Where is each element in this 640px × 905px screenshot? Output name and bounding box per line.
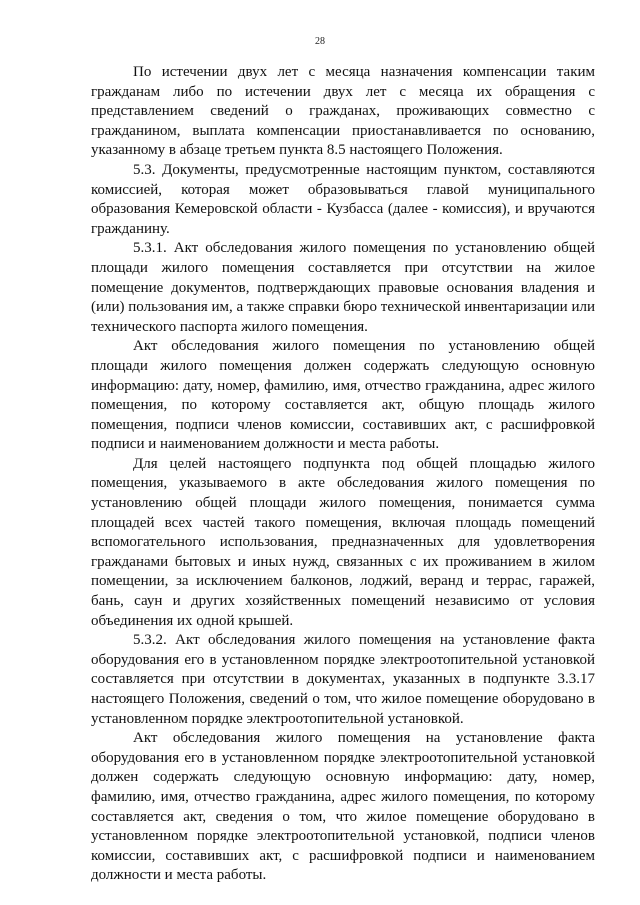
- paragraph-5-3-2-heating-act: 5.3.2. Акт обследования жилого помещения на установление факта оборудования его в установленном порядке электроотопительной установкой составляется при отсутствии в документах, указанных в подпункте 3.3.17 настоящего Положения, сведений о том, что жилое помещение оборудовано в установленном порядке электроотопительной установкой.: [91, 632, 595, 727]
- paragraph-total-area-definition: Для целей настоящего подпункта под общей площадью жилого помещения, указываемого в акте обследования жилого помещения по установлению общей площади жилого помещения, понимается сумма площадей всех частей такого помещения, включая площадь помещений вспомогательного использования, предназначенных для удовлетворения гражданами бытовых и иных нужд, связанных с их проживанием в жилом помещении, за исключением балконов, лоджий, веранд и террас, гаражей, бань, саун и других хозяйственных помещений независимо от условия объединения их одной крышей.: [91, 455, 595, 629]
- document-body: [91, 63, 595, 886]
- paragraph-5-3-1-area-act: 5.3.1. Акт обследования жилого помещения по установлению общей площади жилого помещения составляется при отсутствии на жилое помещение документов, подтверждающих правовые основания владения и (или) пользования им, а также справки бюро технической инвентаризации или технического паспорта жилого помещения.: [91, 240, 596, 335]
- page-number: 28: [315, 36, 325, 47]
- paragraph-heating-act-contents: Акт обследования жилого помещения на установление факта оборудования его в установленном порядке электроотопительной установкой должен содержать следующую основную информацию: дату, номер, фамилию, имя, отчество гражданина, адрес жилого помещения, по которому составляется акт, сведения о том, что жилое помещение оборудовано в установленном порядке электроотопительной установкой, подписи членов комиссии, составивших акт, с расшифровкой подписи и наименованием должности и места работы.: [91, 730, 595, 884]
- paragraph-area-act-contents: Акт обследования жилого помещения по установлению общей площади жилого помещения должен содержать следующую основную информацию: дату, номер, фамилию, имя, отчество гражданина, адрес жилого помещения, по которому составляется акт, общую площадь жилого помещения, подписи членов комиссии, составивших акт, с расшифровкой подписи и наименованием должности и места работы.: [91, 338, 595, 453]
- paragraph-compensation-suspension: По истечении двух лет с месяца назначения компенсации таким гражданам либо по истечении двух лет с месяца их обращения с представлением сведений о гражданах, проживающих совместно с гражданином, выплата компенсации приостанавливается по основанию, указанному в абзаце третьем пункта 8.5 настоящего Положения.: [91, 64, 595, 159]
- paragraph-5-3-commission: 5.3. Документы, предусмотренные настоящим пунктом, составляются комиссией, которая может образовываться главой муниципального образования Кемеровской области - Кузбасса (далее - комиссия), и вручаются гражданину.: [91, 161, 595, 237]
